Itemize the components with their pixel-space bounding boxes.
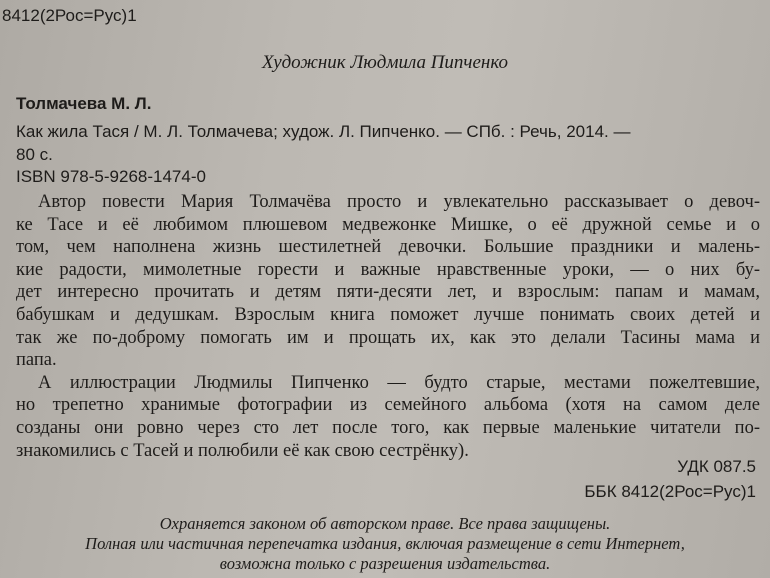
artist-credit: Художник Людмила Пипченко (261, 52, 509, 73)
annotation-line: Автор повести Мария Толмачёва просто и увлекательно рассказывает о девоч- (38, 192, 760, 212)
isbn: ISBN 978-5-9268-1474-0 (16, 167, 206, 186)
top-classification-code: 8412(2Рос=Рус)1 (2, 6, 137, 25)
copyright-line-3: возможна только с разрешения издательства. (219, 554, 551, 573)
annotation-line: созданы они ровно через сто лет после того, как первые маленькие читатели по- (16, 417, 760, 438)
bibliographic-line-1: Как жила Тася / М. Л. Толмачева; худож. Л. Пипченко. — СПб. : Речь, 2014. — (16, 122, 631, 141)
annotation-line: знакомились с Тасей и полюбили её как свою сестрёнку). (16, 440, 469, 461)
annotation-line: но трепетно хранимые фотографии из семейного альбома (хотя на самом деле (16, 395, 760, 416)
annotation-text (16, 191, 760, 462)
annotation-line: кие радости, мимолетные горести и важные нравственные уроки, — о них бу- (16, 259, 760, 280)
udk-code: УДК 087.5 (677, 457, 756, 476)
bibliographic-record (16, 120, 630, 166)
copyright-line-1: Охраняется законом об авторском праве. Все права защищены. (159, 514, 611, 533)
annotation-line: А иллюстрации Людмилы Пипченко — будто старые, местами пожелтевшие, (38, 372, 760, 393)
annotation-line: так же по-доброму помогать им и прощать их, как это делали Тасины мама и (16, 327, 760, 348)
annotation-line: том, чем наполнена жизнь шестилетней девочки. Большие праздники и малень- (16, 237, 760, 258)
annotation-paragraph-2 (16, 372, 760, 462)
annotation-line: папа. (16, 350, 57, 371)
copyright-line-2: Полная или частичная перепечатка издания, включая размещение в сети Интернет, (85, 534, 685, 553)
copyright-notice (0, 514, 770, 574)
annotation-paragraph-1 (16, 191, 760, 372)
annotation-line: бабушкам и дедушкам. Взрослым книга поможет лучше понимать своих детей и (16, 304, 760, 325)
bbk-code: ББК 8412(2Рос=Рус)1 (584, 482, 756, 501)
author-name: Толмачева М. Л. (16, 94, 152, 113)
annotation-line: ке Тасе и её любимом плюшевом медвежонке Мишке, о её дружной семье и о (16, 214, 760, 235)
annotation-line: дет интересно прочитать и детям пяти-десяти лет, и взрослым: папам и мамам, (16, 282, 760, 303)
bibliographic-line-2: 80 с. (16, 145, 53, 164)
